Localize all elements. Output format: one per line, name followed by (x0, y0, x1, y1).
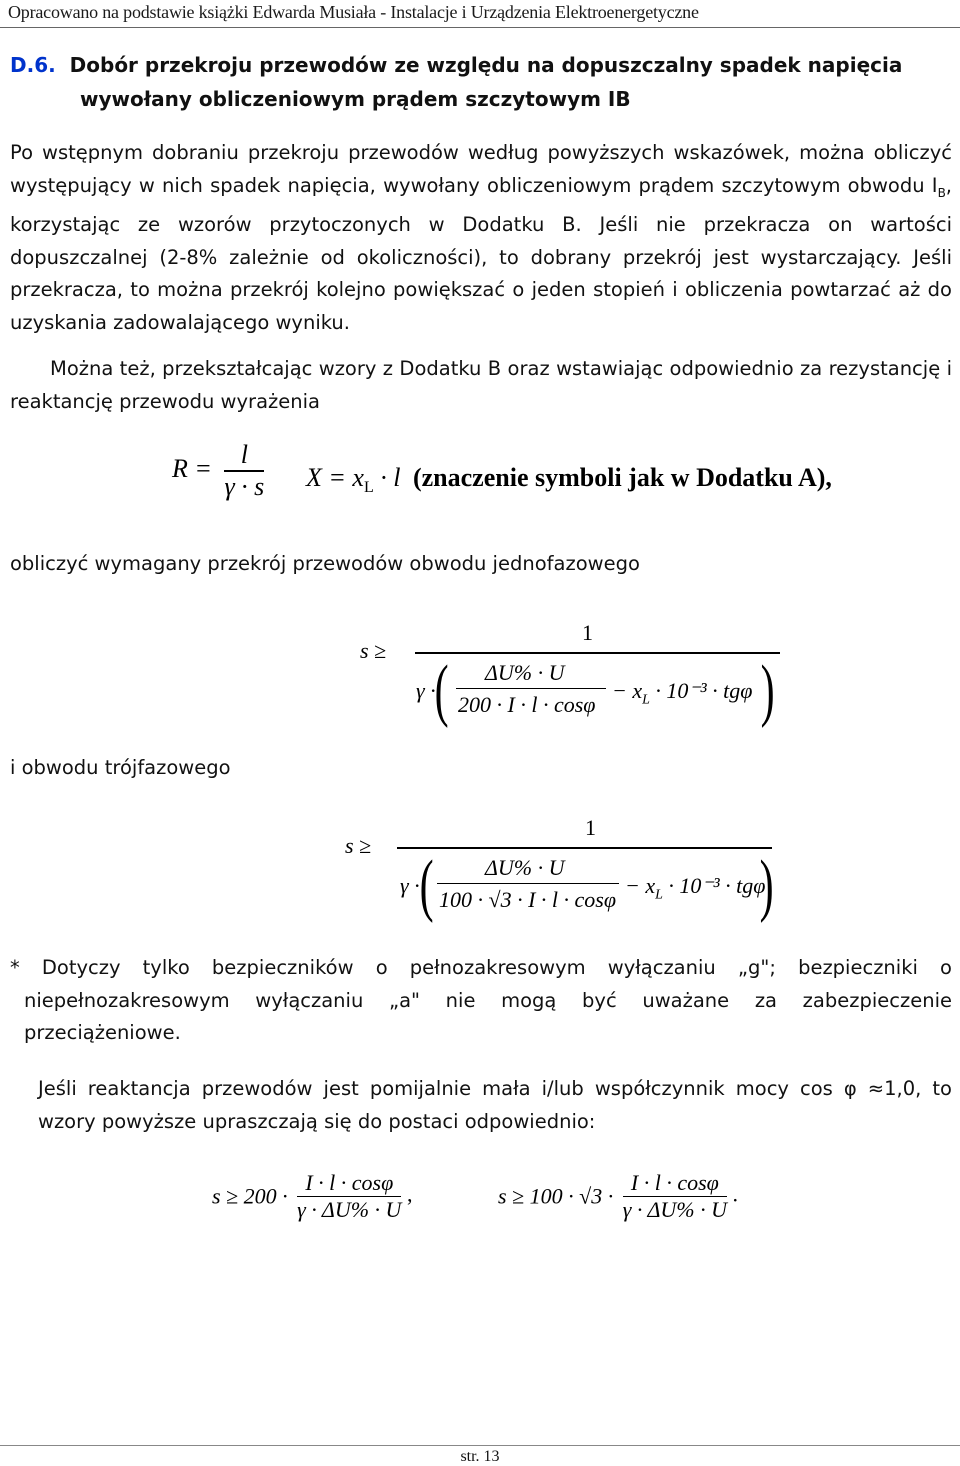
x-expr: X = x (306, 463, 364, 492)
f2-tail: − $x_L \cdot 10^{-3} \cdot tg\varphi$ (625, 873, 766, 903)
f3-lhs: s ≥ 200 · (212, 1183, 288, 1209)
r-den: γ · s (224, 472, 265, 501)
formula-simplified-single (212, 1170, 412, 1223)
page-number: str. 13 (460, 1448, 500, 1465)
f2-lhs: s ≥ (345, 833, 372, 858)
f2-num: 1 (585, 815, 596, 840)
formula-simplified-three (498, 1170, 738, 1223)
footer-divider (0, 1445, 960, 1446)
section-title (10, 48, 950, 116)
x-rest: · l (380, 463, 401, 492)
formula-reactance (306, 463, 832, 497)
f4-num: I · l · cosφ (630, 1170, 719, 1195)
f1-inner-den: 200 · I · l · cosφ (458, 692, 596, 717)
f1-inner-num: ΔU% · U (485, 660, 565, 685)
f3-num: I · l · cosφ (305, 1170, 394, 1195)
paragraph-1-b: , korzystając ze wzorów przytoczonych w Dodatku B. Jeśli nie przekracza on wartości dopuszczalnej (2-8% zależnie od okoliczności), to dobrany przekrój jest wystarczający. Jeśli przekracza, to można przekrój kolejno powiększać o jeden stopień i obliczenia powtarzać aż do uzyskania zadowalającego wyniku. (10, 173, 952, 334)
f4-lhs: s ≥ 100 · √3 · (498, 1183, 614, 1209)
header-divider (0, 27, 960, 28)
f4-end: . (732, 1181, 739, 1207)
paragraph-2: Można też, przekształcając wzory z Dodatku B oraz wstawiając odpowiednio za rezystancję i reaktancję przewodu wyrażenia (10, 357, 952, 413)
header-text: Opracowano na podstawie książki Edwarda Musiała - Instalacje i Urządzenia Elektroenergetyczne (8, 2, 699, 22)
section-title-line1: Dobór przekroju przewodów ze względu na dopuszczalny spadek napięcia (69, 53, 903, 77)
x-sub: L (363, 479, 374, 497)
r-num: l (240, 440, 248, 469)
f3-sep: , (406, 1181, 413, 1207)
f1-num: 1 (582, 620, 593, 645)
section-title-line2: wywołany obliczeniowym prądem szczytowym IB (80, 87, 631, 111)
paragraph-1-a: Po wstępnym dobraniu przekroju przewodów według powyższych wskazówek, można obliczyć występujący w nich spadek napięcia, wywołany obliczeniowym prądem szczytowym obwodu I (10, 141, 952, 197)
r-lhs: R = (172, 453, 212, 483)
paragraph-1 (10, 137, 952, 339)
f1-tail: − $x_L \cdot 10^{-3} \cdot tg\varphi$ (612, 678, 753, 708)
paragraph-5: Jeśli reaktancja przewodów jest pomijalnie mała i/lub współczynnik mocy cos φ ≈1,0, to wzory powyższe upraszczają się do postaci odpowiednio: (38, 1077, 952, 1133)
footnote: * Dotyczy tylko bezpieczników o pełnozakresowym wyłączaniu „g"; bezpieczniki o niepełnozakresowym wyłączaniu „a" nie mogą być uważane za zabezpieczenie przeciążeniowe. (10, 956, 952, 1045)
x-note: (znaczenie symboli jak w Dodatku A), (412, 463, 832, 492)
page-header (0, 0, 960, 26)
f4-den: γ · ΔU% · U (622, 1197, 728, 1222)
f2-inner-den: 100 · √3 · I · l · cosφ (439, 887, 617, 912)
f1-gamma: γ · (416, 678, 436, 703)
f2-gamma: γ · (400, 873, 420, 898)
f3-den: γ · ΔU% · U (297, 1197, 402, 1222)
f2-inner-num: ΔU% · U (485, 855, 565, 880)
paragraph-3: obliczyć wymagany przekrój przewodów obwodu jednofazowego (10, 552, 640, 575)
paragraph-1-sub: B (937, 185, 946, 200)
section-number: D.6. (10, 53, 56, 77)
paragraph-4: i obwodu trójfazowego (10, 756, 231, 779)
f1-lhs: s ≥ (360, 638, 387, 663)
formula-resistance (172, 440, 264, 502)
formula-three-phase: s ≥ 1 γ · ( ΔU% · U 100 · √3 · I · l · cosφ − $x_L \cdot 10^{-3} \cdot tg\varphi$ ) (345, 815, 774, 924)
formula-single-phase: s ≥ 1 γ · ( ΔU% · U 200 · I · l · cosφ − $x_L \cdot 10^{-3} \cdot tg\varphi$ ) (360, 620, 780, 730)
